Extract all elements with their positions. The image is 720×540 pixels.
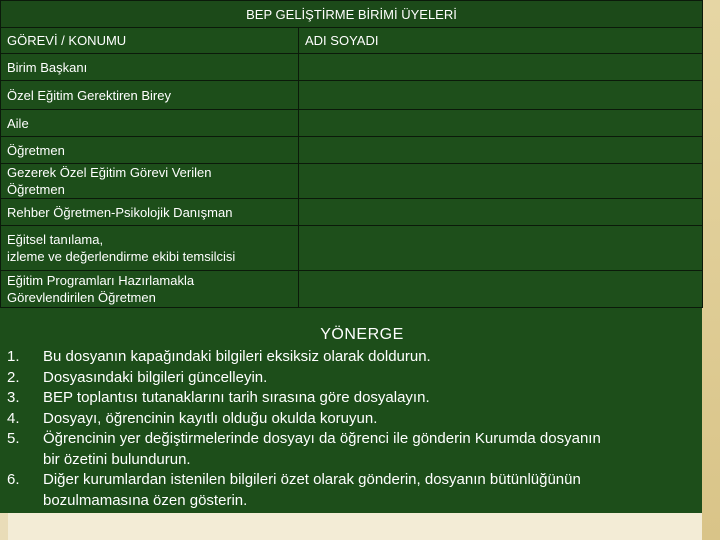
role-cell: Özel Eğitim Gerektiren Birey [1,81,299,110]
item-text: BEP toplantısı tutanaklarını tarih sırasına göre dosyalayın. [43,389,430,406]
table-row [1,110,703,137]
item-text-continued: bir özetini bulundurun. [43,450,191,468]
table-row [1,137,703,164]
item-number: 5. [7,430,20,447]
item-text: Dosyayı, öğrencinin kayıtlı olduğu okulda koruyun. [43,409,378,427]
role-cell: Aile [1,110,299,137]
table-row [1,164,703,199]
table-row [1,54,703,81]
list-item [0,347,702,368]
role-line: Eğitim Programları Hazırlamakla [7,273,195,288]
table-row [1,271,703,308]
table-title: BEP GELİŞTİRME BİRİMİ ÜYELERİ [1,1,703,28]
role-cell: Birim Başkanı [1,54,299,81]
role-cell [1,164,299,199]
role-cell [1,271,299,308]
item-number: 3. [7,389,20,406]
name-cell[interactable] [299,81,703,110]
right-decor-stripe [702,0,720,540]
name-cell[interactable] [299,199,703,226]
list-item [0,429,702,470]
list-item [0,368,702,389]
table-title-row [1,1,703,28]
item-text: Diğer kurumlardan istenilen bilgileri özet olarak gönderin, dosyanın bütünlüğünün [43,471,581,488]
item-text: Bu dosyanın kapağındaki bilgileri eksiksiz olarak doldurun. [43,348,431,365]
name-cell[interactable] [299,137,703,164]
instructions-list [0,347,702,511]
item-number: 4. [7,409,20,427]
name-cell[interactable] [299,110,703,137]
item-number: 1. [7,348,20,365]
list-item [0,409,702,430]
role-cell: Rehber Öğretmen-Psikolojik Danışman [1,199,299,226]
list-item [0,388,702,409]
name-cell[interactable] [299,226,703,271]
table-header-row [1,28,703,54]
item-number: 2. [7,368,20,386]
item-text: Dosyasındaki bilgileri güncelleyin. [43,368,268,386]
name-cell[interactable] [299,164,703,199]
role-line: Eğitsel tanılama, [7,232,104,247]
role-line: Öğretmen [7,182,65,197]
role-cell [1,226,299,271]
name-cell[interactable] [299,271,703,308]
instructions-title: YÖNERGE [320,326,404,343]
role-cell: Öğretmen [1,137,299,164]
role-line: Gezerek Özel Eğitim Görevi Verilen [7,165,212,180]
table-row [1,226,703,271]
header-name: ADI SOYADI [299,28,703,54]
list-item [0,470,702,511]
role-line: Görevlendirilen Öğretmen [7,290,156,305]
header-role: GÖREVİ / KONUMU [1,28,299,54]
item-number: 6. [7,471,20,488]
table-row [1,81,703,110]
item-text-continued: bozulmamasına özen gösterin. [43,491,248,509]
instructions-section [0,323,702,513]
table-row [1,199,703,226]
role-line: izleme ve değerlendirme ekibi temsilcisi [7,249,236,264]
item-text: Öğrencinin yer değiştirmelerinde dosyayı da öğrenci ile gönderin Kurumda dosyanın [43,430,601,447]
name-cell[interactable] [299,54,703,81]
